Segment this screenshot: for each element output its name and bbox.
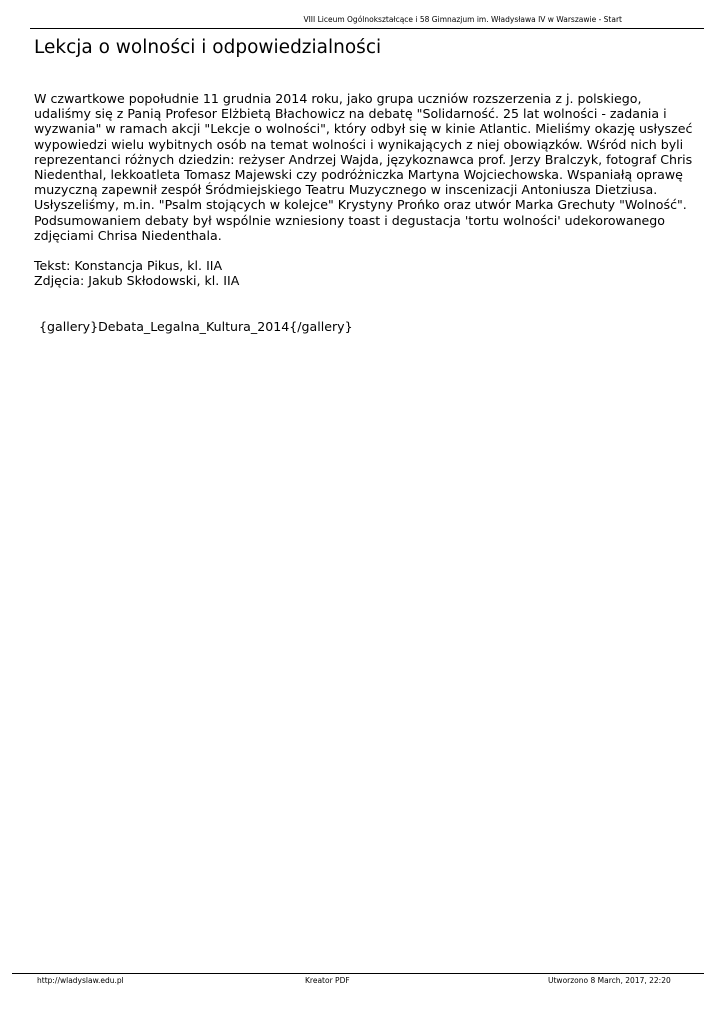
body-line: W czwartkowe popołudnie 11 grudnia 2014 roku, jako grupa uczniów rozszerzenia z j. polskiego, xyxy=(34,91,642,106)
body-line: zdjęciami Chrisa Niedenthala. xyxy=(34,227,222,243)
body-line: reprezentanci różnych dziedzin: reżyser Andrzej Wajda, językoznawca prof. Jerzy Bralczyk, fotograf Chris xyxy=(34,151,693,167)
photo-credit: Zdjęcia: Jakub Skłodowski, kl. IIA xyxy=(34,273,240,289)
credits xyxy=(34,258,714,288)
paragraph-gap xyxy=(34,304,714,319)
gallery-tag: {gallery}Debata_Legalna_Kultura_2014{/gallery} xyxy=(39,319,353,334)
article-body xyxy=(34,91,714,334)
footer-url[interactable]: http://wladyslaw.edu.pl xyxy=(37,976,124,985)
article-title: Lekcja o wolności i odpowiedzialności xyxy=(34,37,382,58)
gallery-paragraph xyxy=(34,319,714,334)
body-line: Usłyszeliśmy, m.in. "Psalm stojących w kolejce" Krystyny Prońko oraz utwór Marka Grechuty "Wolność". xyxy=(34,197,687,213)
header-divider xyxy=(30,28,704,29)
body-line: muzyczną zapewnił zespół Śródmiejskiego Teatru Muzycznego w inscenizacji Antoniusza Dietziusa. xyxy=(34,182,658,198)
page-header: VIII Liceum Ogólnokształcące i 58 Gimnazjum im. Władysława IV w Warszawie - Start xyxy=(303,15,622,24)
footer-generator: Kreator PDF xyxy=(305,976,350,985)
body-line: Niedenthal, lekkoatleta Tomasz Majewski czy podróżniczka Martyna Wojciechowska. Wspaniałą oprawę xyxy=(34,167,683,183)
body-line: Podsumowaniem debaty był wspólnie wzniesiony toast i degustacja 'tortu wolności' udekorowanego xyxy=(34,212,666,228)
paragraph-gap xyxy=(34,243,714,258)
paragraph-gap xyxy=(34,289,714,304)
footer-created-date: Utworzono 8 March, 2017, 22:20 xyxy=(548,976,671,985)
body-line: wyzwania" w ramach akcji "Lekcje o wolności", który odbył się w kinie Atlantic. Mieliśmy okazję usłyszeć xyxy=(34,121,693,137)
body-line: wypowiedzi wielu wybitnych osób na temat wolności i wynikających z niej obowiązków. Wśród nich byli xyxy=(34,136,684,152)
footer-divider xyxy=(12,973,704,974)
text-credit: Tekst: Konstancja Pikus, kl. IIA xyxy=(34,258,223,274)
body-line: udaliśmy się z Panią Profesor Elżbietą Błachowicz na debatę "Solidarność. 25 lat wolności - zadania i xyxy=(34,106,667,122)
article-paragraph xyxy=(34,91,714,243)
